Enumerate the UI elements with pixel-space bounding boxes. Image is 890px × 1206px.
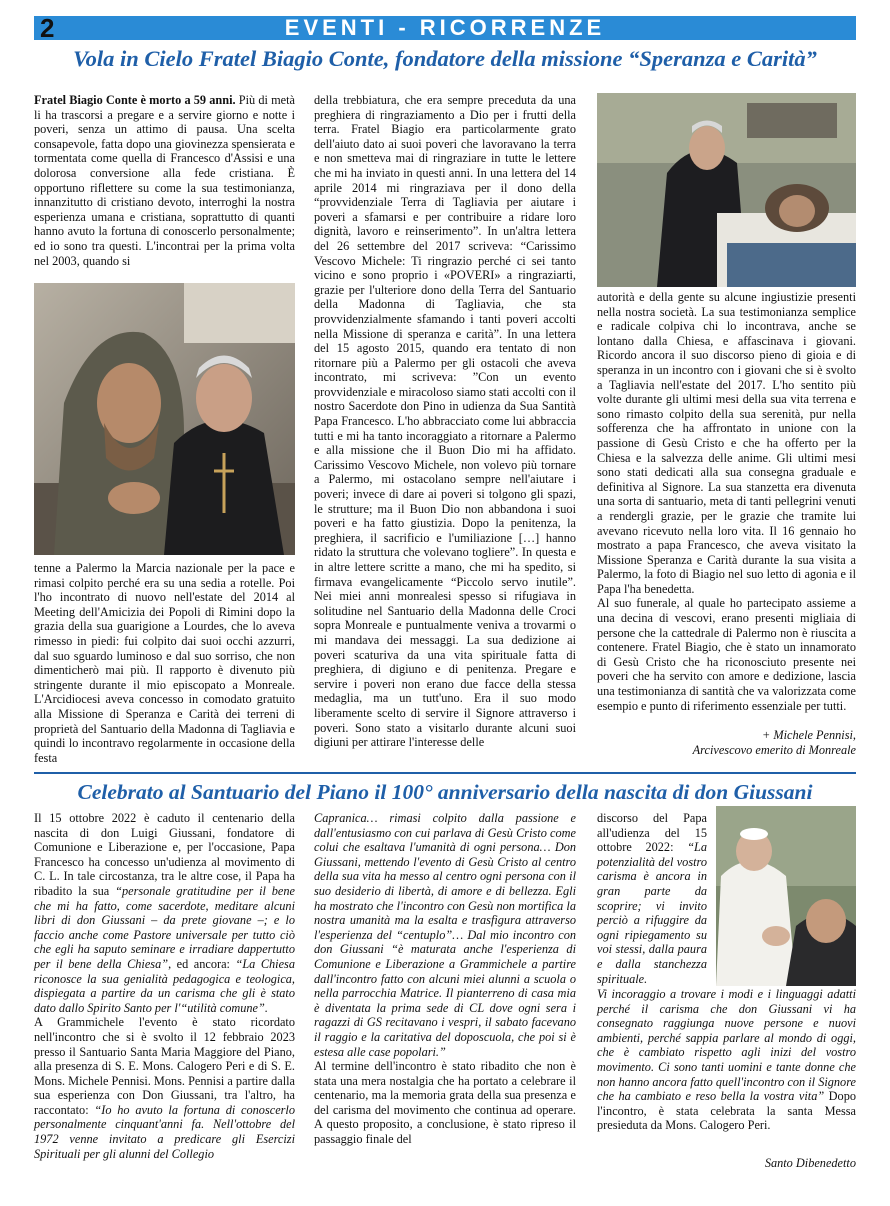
article2-quote4: “La potenzialità del vostro carisma è ancora in gran parte da scoprire; vi invito perciò a rifuggire da ogni ripiegamento su voi stessi, dalla paura e dalla stanchezza spirituale. — [597, 840, 708, 986]
section-header-bar — [34, 13, 856, 43]
article1-col2 — [314, 93, 576, 750]
article1-col1-text: Più di metà li ha trascorsi a pregare e a servire giorno e notte i poveri, senza un attimo di pausa. Una scelta consapevole, fatta dopo una giovinezza spensierata e tormentata come quella di Francesco d'Assisi e una dolorosa conversione alla fede cristiana. È opportuno riflettere su come la sua testimonianza, innanzitutto di cristiano devoto, interroghi la nostra esperienza umana e cristiana, soprattutto di quanti hanno avuto la fortuna di conoscerlo personalmente; ed io sono tra questi. L'incontrai per la prima volta nel 2003, quando si — [34, 93, 295, 268]
article2-col2 — [314, 811, 576, 1147]
article2-quote2: “La Chiesa riconosce la sua genialità pedagogica e teologica, dispiegata a partire da un carisma che gli è stato dato dallo Spirito Santo per l'“utilità comune”. — [34, 956, 295, 1015]
article2-col2-text: Al termine dell'incontro è stato ribadito che non è stata una mera nostalgia che ha portato a celebrare il centenario, ma la memoria grata della sua presenza e del carisma del movimento che continua ad operare. A questo proposito, a conclusione, è stato ripreso il passaggio finale del — [314, 1059, 576, 1147]
article1-col3 — [597, 290, 856, 713]
article1-col3-text: autorità e della gente su alcune ingiustizie presenti nella nostra società. La sua testimonianza semplice e radicale colpiva chi lo incontrava, anche se lontano dalla Chiesa, e affascinava i giovani. Ricordo ancora il suo discorso pieno di gioia e di speranza in un incontro con i giovani che si è svolto a Tagliavia nell'estate del 2017. L'ho sentito più volte durante gli ultimi mesi della sua vita terrena e sono rimasto colpito della sua serenità, pur nella sofferenza che ha affrontato in unione con la passione di Gesù Cristo e che ha offerto per la Chiesa e la salvezza delle anime. Gli ultimi mesi sono stati dedicati alla sua consegna graduale e definitiva al Signore. La sua stanzetta era divenuta una sorta di santuario, meta di tanti pellegrini venuti a rendergli grazie, per le grazie che tramite lui avevano ricevuto nella loro vita. Il 16 gennaio ho mostrato a papa Francesco, che aveva visitato la Missione Speranza e Carità durante la sua visita a Palermo, la foto di Biagio nel suo letto di agonia e il Papa l'ha benedetta. — [597, 290, 856, 596]
article2-col3-narrow — [597, 811, 707, 986]
article1-col1-bottom — [34, 561, 295, 765]
photo-biagio-and-bishop — [34, 283, 295, 555]
article2-col3-text: Dopo l'incontro, è stata celebrata la santa Messa presieduta da Mons. Calogero Peri. — [597, 1089, 856, 1133]
section-divider — [34, 772, 856, 774]
article1-lead: Fratel Biagio Conte è morto a 59 anni. — [34, 93, 236, 107]
section-title: EVENTI - RICORRENZE — [284, 15, 606, 40]
article1-headline: Vola in Cielo Fratel Biagio Conte, fondatore della missione “Speranza e Carità” — [73, 46, 817, 71]
photo-bishop-at-bedside — [597, 93, 856, 287]
article2-quote1: “personale gratitudine per il bene che mi ha fatto, come sacerdote, meditare alcuni libri di don Giussani – da prete giovane –; e lo faccio anche come Pastore universale per tutto ciò che egli ha saputo seminare e irradiare dappertutto per il bene della Chiesa” — [34, 883, 295, 971]
article2-col3 — [597, 987, 856, 1133]
article2-headline: Celebrato al Santuario del Piano il 100° anniversario della nascita di don Giussani — [77, 780, 813, 804]
article1-col1-bottom-text: tenne a Palermo la Marcia nazionale per la pace e rimasi colpito perché era su una sedia a rotelle. Poi l'ho incontrato di nuovo nell'estate del 2014 al Meeting dell'Amicizia dei Popoli di Rimini dopo la grazia della sua guarigione a Lourdes, che lo aveva rimesso in piedi: fui colpito dai suoi occhi azzurri, dal suo sguardo luminoso e dal suo sorriso, che non dimenticherò mai più. Il rapporto è divenuto più stringente durante il mio episcopato a Monreale. L'Arcidiocesi aveva concesso in comodato gratuito alla Missione di Speranza e Carità dei terreni di proprietà del Santuario della Madonna di Tagliavia e quindi lo incontravo regolarmente in occasione della festa — [34, 561, 295, 765]
article1-col2-text: della trebbiatura, che era sempre preceduta da una preghiera di ringraziamento a Dio per i frutti della terra. Fratel Biagio era particolarmente grato dell'aiuto dato ai suoi poveri che lavoravano la terra e non smetteva mai di ringraziare in tutte le lettere che mi ha inviato in questi anni. In una lettera del 14 aprile 2014 mi ringraziava per il dono della “provvidenziale Terra di Tagliavia per aiutare i poveri a sfamarsi e per contribuire a ridare loro dignità, lavoro e reinserimento”. In un'altra lettera del 26 settembre del 2017 scriveva: “Carissimo Vescovo Michele: Ti ringrazio perché ci sei tanto vicino e sono proprio i «POVERI» a ringraziarti, grazie per l'ulteriore dono della Terra del Santuario della Madonna di Tagliavia, che sta provvidenzialmente sfamando i tanti poveri accolti nella Missione di speranza e carità”. In una lettera del 15 agosto 2015, quando era tentato di non ritornare più a Palermo per gli ostacoli che aveva incontrato, mi scriveva: ”Con un evento provvidenziale e miracoloso siamo stati accolti con il nostro Sacerdote don Pino in udienza da Sua Santità Papa Francesco. L'ho abbracciato come lui abbraccia tutti e mi ha tanto incoraggiato a ritornare a Palermo e alla missione che il Buon Dio mi ha affidato. Carissimo Vescovo Michele, non volevo più tornare a Palermo, mi ostacolano sempre nell'aiutare i poveri; invece di dare ai poveri si tolgono gli spazi, le strutture; ma il Buon Dio non abbandona i suoi poveri e ha fatto giustizia. Dopo la penitenza, la preghiera, il sacrificio e l'umiliazione […] hanno ridato la struttura che volevano togliere”. In questa e in altre lettere scritte a mano, che mi ha spedito, si firmava evangelicamente “Piccolo servo inutile”. Nei miei anni monrealesi spesso si rifugiava in solitudine nel Santuario della Madonna delle Croci sopra Monreale e puntualmente veniva a trovarmi o mi mandava dei messaggi. La sua dedizione ai poveri scaturiva da una vita spirituale fatta di preghiera, di digiuno e di penitenza. Pregare e servire i poveri non erano due facce della stessa medaglia, ma un tutt'uno. Era il suo modo liberamente scelto di servire il Signore attraverso i poveri. Sono stato a visitarlo durante alcuni suoi digiuni per attirare l'interesse delle — [314, 93, 576, 750]
article2-col1 — [34, 811, 295, 1161]
article2-quote3: “Io ho avuto la fortuna di conoscerlo personalmente cinquant'anni fa. Nell'ottobre del 1972 venne invitato a predicare gli Esercizi Spirituali per gli alunni del Collegio — [34, 1102, 295, 1161]
article2-col3-intro: discorso del Papa all'udienza del 15 ottobre 2022: — [597, 811, 707, 855]
photo-pope-and-giussani — [716, 806, 856, 986]
article2-col2-quote: Capranica… rimasi colpito dalla passione e dall'entusiasmo con cui parlava di Gesù Cristo come colui che esaltava l'umanità di ogni persona… Don Giussani, mettendo l'evento di Gesù Cristo al centro della sua vita ha messo al centro ogni persona con il suo desiderio di libertà, di amore e di bellezza. Egli ha mostrato che l'incontro con Gesù non mortifica la nostra umanità ma la esalta e trasfigura attraverso l'esperienza del “centuplo”… Dal mio incontro con don Giussani “è maturata anche l'esperienza di Comunione e Liberazione a Grammichele a partire dall'incontro fatto con alcuni miei alunni a scuola o nella parrocchia Matrice. Il pianterreno di casa mia è diventata la prima sede di CL dove ogni sera i ragazzi di GS recitavano i vespri, il sabato facevano il raggio e la caritativa del doposcuola, che poi si è estesa alle case popolari.” — [314, 811, 576, 1059]
article2-col1-body: A Grammichele l'evento è stato ricordato nell'incontro che si è svolto il 12 febbraio 2023 presso il Santuario Santa Maria Maggiore del Piano, alla presenza di S. E. Mons. Calogero Peri e di S. E. Mons. Michele Pennisi. Mons. Pennisi a partire dalla sua esperienza con Don Giussani, tra l'altro, ha raccontato: — [34, 1015, 295, 1117]
article2-col1-intro: Il 15 ottobre 2022 è caduto il centenario della nascita di don Luigi Giussani, fondatore di Comunione e Liberazione e, per l'occasione, Papa Francesco ha concesso un'udienza al movimento di C. L. In tale circostanza, tra le altre cose, il Papa ha ribadito la sua — [34, 811, 295, 898]
article2-col1-mid: , ed ancora: — [168, 956, 230, 971]
article2-signature: Santo Dibenedetto — [764, 1156, 856, 1170]
page-number: 2 — [40, 13, 55, 43]
article1-col3-para2: Al suo funerale, al quale ho partecipato assieme a una decina di vescovi, erano presenti migliaia di persone che la cattedrale di Palermo non è riuscita a contenere. Fratel Biagio, che è stato un innamorato di Gesù Cristo che ha riconosciuto presente nei poveri che ha servito con amore e dedizione, lascia una testimonianza di santità che va valorizzata come esempio e punto di riferimento essenziale per tutti. — [597, 596, 856, 713]
signature-role: Arcivescovo emerito di Monreale — [692, 743, 856, 757]
signature-name: + Michele Pennisi, — [761, 728, 856, 742]
article1-col1-top — [34, 93, 295, 268]
article2-quote5: Vi incoraggio a trovare i modi e i linguaggi adatti perché il carisma che don Giussani vi ha consegnato raggiunga nuove persone e nuovi ambienti, perché sappia parlare al mondo di oggi, che è cambiato rispetto agli inizi del vostro movimento. Ci sono tanti uomini e tante donne che non hanno ancora fatto quell'incontro con il Signore che ha cambiato e reso bella la vostra vita” — [597, 987, 856, 1104]
article1-signature — [597, 728, 856, 758]
